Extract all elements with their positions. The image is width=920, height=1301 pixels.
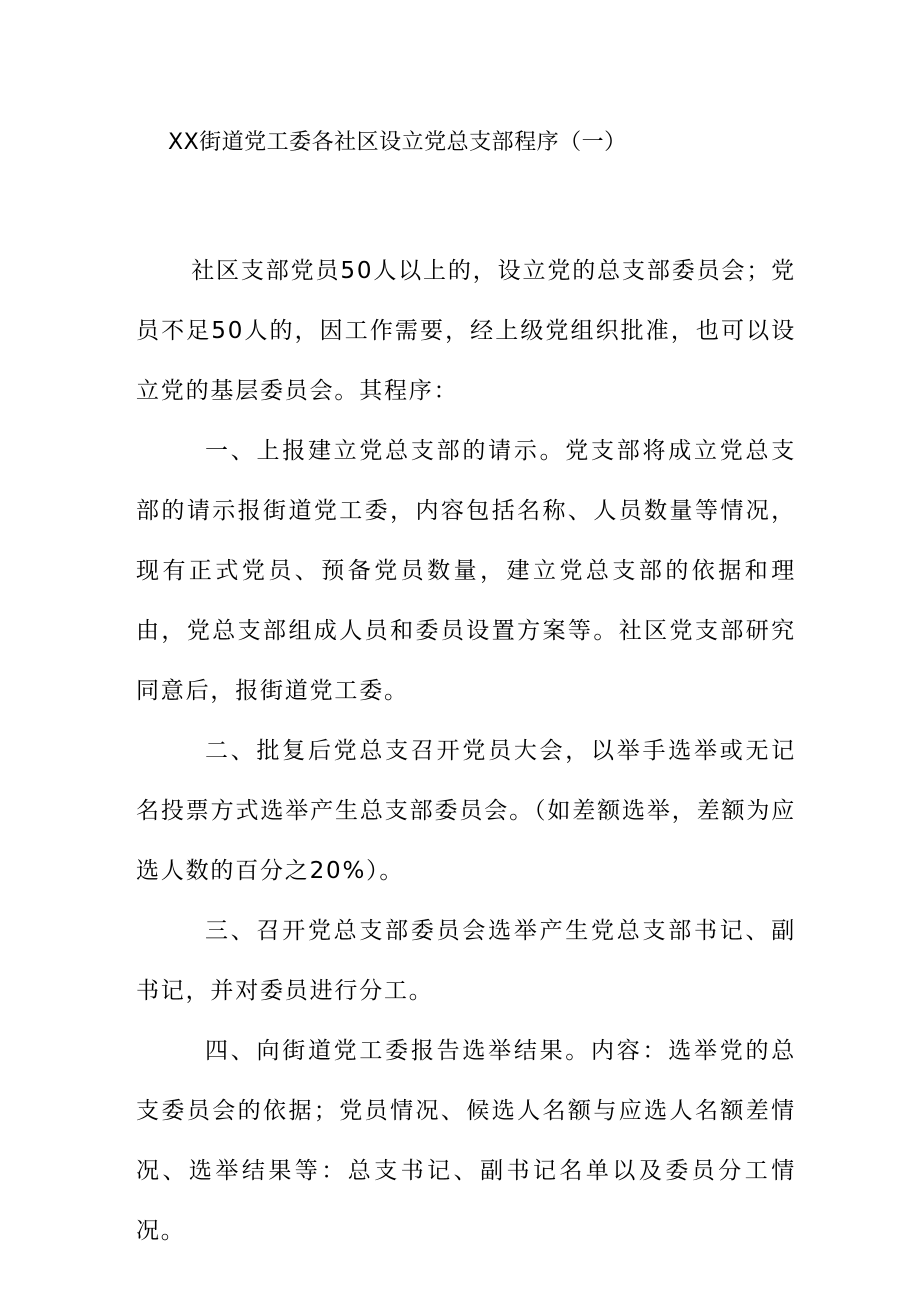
document-title: XX街道党工委各社区设立党总支部程序（一） — [168, 130, 627, 155]
paragraph-step-2: 二、批复后党总支召开党员大会，以举手选举或无记名投票方式选举产生总支部委员会。（如差额选举，差额为应选人数的百分之20%）。 — [136, 738, 796, 884]
document-body — [136, 241, 796, 1261]
paragraph-step-3: 三、召开党总支部委员会选举产生党总支部书记、副书记，并对委员进行分工。 — [136, 918, 796, 1004]
paragraph-step-1: 一、上报建立党总支部的请示。党支部将成立党总支部的请示报街道党工委，内容包括名称、人员数量等情况，现有正式党员、预备党员数量，建立党总支部的依据和理由，党总支部组成人员和委员设置方案等。社区党支部研究同意后，报街道党工委。 — [136, 438, 796, 704]
paragraph-intro: 社区支部党员50人以上的，设立党的总支部委员会；党员不足50人的，因工作需要，经上级党组织批准，也可以设立党的基层委员会。其程序： — [136, 258, 796, 404]
paragraph-step-4: 四、向街道党工委报告选举结果。内容：选举党的总支委员会的依据；党员情况、候选人名额与应选人名额差情况、选举结果等：总支书记、副书记名单以及委员分工情况。 — [136, 1038, 796, 1244]
